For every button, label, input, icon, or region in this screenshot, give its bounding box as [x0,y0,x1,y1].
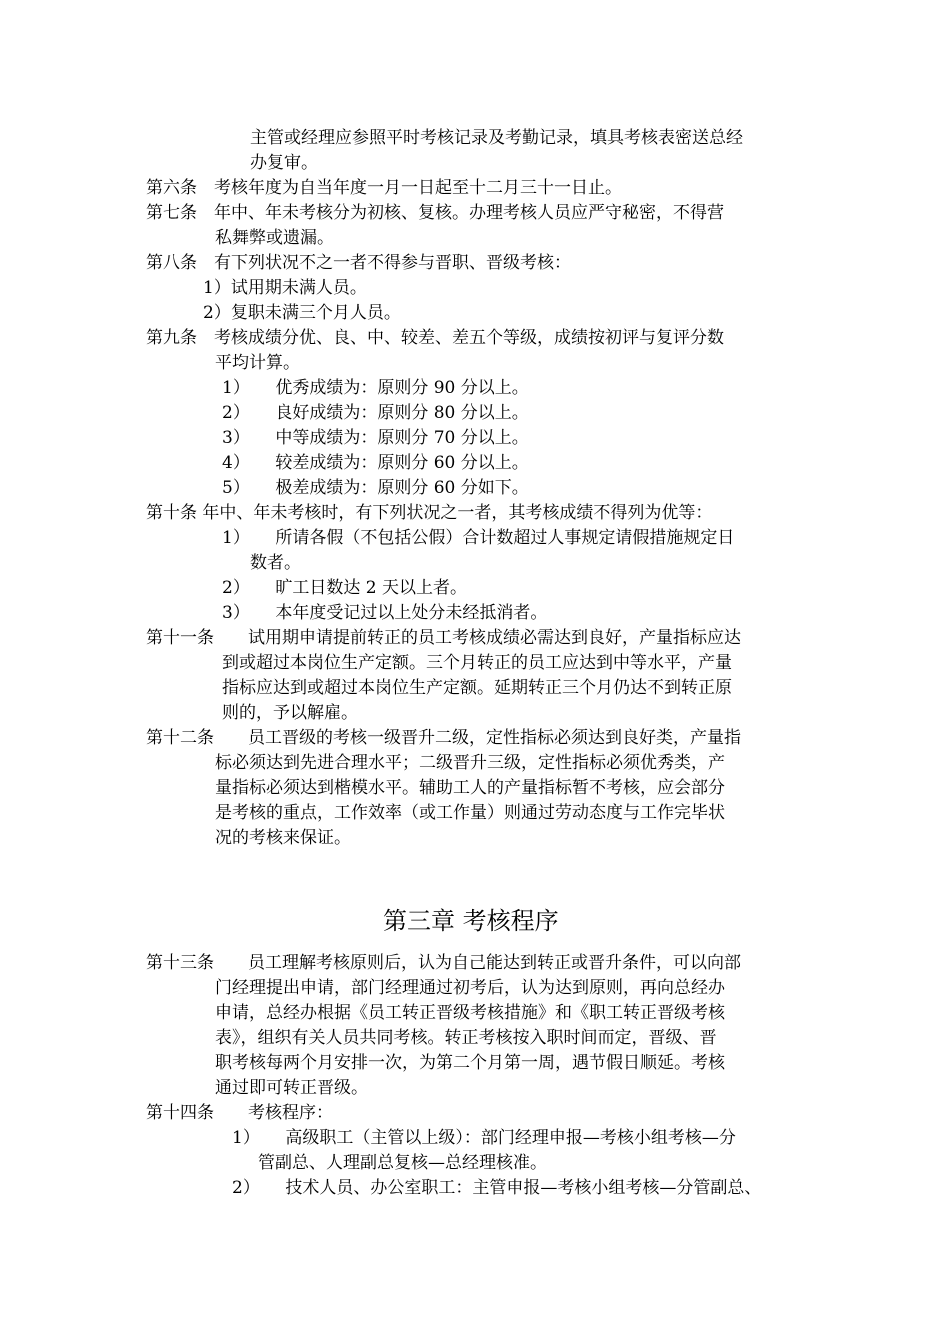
text-line: 是考核的重点，工作效率（或工作量）则通过劳动态度与工作完毕状 [215,803,725,823]
text-line: 况的考核来保证。 [215,828,351,848]
text-line: 到或超过本岗位生产定额。三个月转正的员工应达到中等水平，产量 [222,653,732,673]
chapter-heading: 第三章 考核程序 [383,907,559,935]
list-item: 1） 优秀成绩为：原则分 90 分以上。 [222,378,529,398]
list-item: 2） 旷工日数达 2 天以上者。 [222,578,467,598]
list-item: 1） 高级职工（主管以上级）：部门经理申报—考核小组考核—分 [232,1128,736,1148]
list-item: 1） 所请各假（不包括公假）合计数超过人事规定请假措施规定日 [222,528,735,548]
list-item: 3） 本年度受记过以上处分未经抵消者。 [222,603,548,623]
list-item: 4） 较差成绩为：原则分 60 分以上。 [222,453,529,473]
list-item: 1）试用期未满人员。 [203,278,367,298]
text-line: 平均计算。 [215,353,300,373]
list-item: 2）复职未满三个月人员。 [203,303,401,323]
text-line: 门经理提出申请，部门经理通过初考后，认为达到原则，再向总经办 [215,978,725,998]
list-item: 2） 技术人员、办公室职工：主管申报—考核小组考核—分管副总、 [232,1178,762,1198]
article-9: 第九条 考核成绩分优、良、中、较差、差五个等级，成绩按初评与复评分数 [146,328,724,348]
text-line: 办复审。 [250,153,318,173]
text-line: 主管或经理应参照平时考核记录及考勤记录，填具考核表密送总经 [250,128,743,148]
text-line: 申请，总经办根据《员工转正晋级考核措施》和《职工转正晋级考核 [215,1003,725,1023]
text-line: 私舞弊或遗漏。 [215,228,334,248]
article-12: 第十二条 员工晋级的考核一级晋升二级，定性指标必须达到良好类，产量指 [146,728,741,748]
text-line: 表》，组织有关人员共同考核。转正考核按入职时间而定，晋级、晋 [215,1028,717,1048]
list-item: 2） 良好成绩为：原则分 80 分以上。 [222,403,529,423]
article-11: 第十一条 试用期申请提前转正的员工考核成绩必需达到良好，产量指标应达 [146,628,741,648]
article-10: 第十条 年中、年未考核时，有下列状况之一者，其考核成绩不得列为优等： [146,503,713,523]
article-6: 第六条 考核年度为自当年度一月一日起至十二月三十一日止。 [146,178,622,198]
article-14: 第十四条 考核程序： [146,1103,333,1123]
article-8: 第八条 有下列状况不之一者不得参与晋职、晋级考核： [146,253,571,273]
list-item: 3） 中等成绩为：原则分 70 分以上。 [222,428,529,448]
text-line: 通过即可转正晋级。 [215,1078,368,1098]
text-line: 管副总、人理副总复核—总经理核准。 [258,1153,547,1173]
text-line: 职考核每两个月安排一次，为第二个月第一周，遇节假日顺延。考核 [215,1053,725,1073]
text-line: 数者。 [250,553,301,573]
article-13: 第十三条 员工理解考核原则后，认为自己能达到转正或晋升条件，可以向部 [146,953,741,973]
text-line: 标必须达到先进合理水平；二级晋升三级，定性指标必须优秀类，产 [215,753,725,773]
text-line: 指标应达到或超过本岗位生产定额。延期转正三个月仍达不到转正原 [222,678,732,698]
text-line: 则的，予以解雇。 [222,703,358,723]
text-line: 量指标必须达到楷模水平。辅助工人的产量指标暂不考核，应会部分 [215,778,725,798]
article-7: 第七条 年中、年未考核分为初核、复核。办理考核人员应严守秘密，不得营 [146,203,724,223]
list-item: 5） 极差成绩为：原则分 60 分如下。 [222,478,529,498]
